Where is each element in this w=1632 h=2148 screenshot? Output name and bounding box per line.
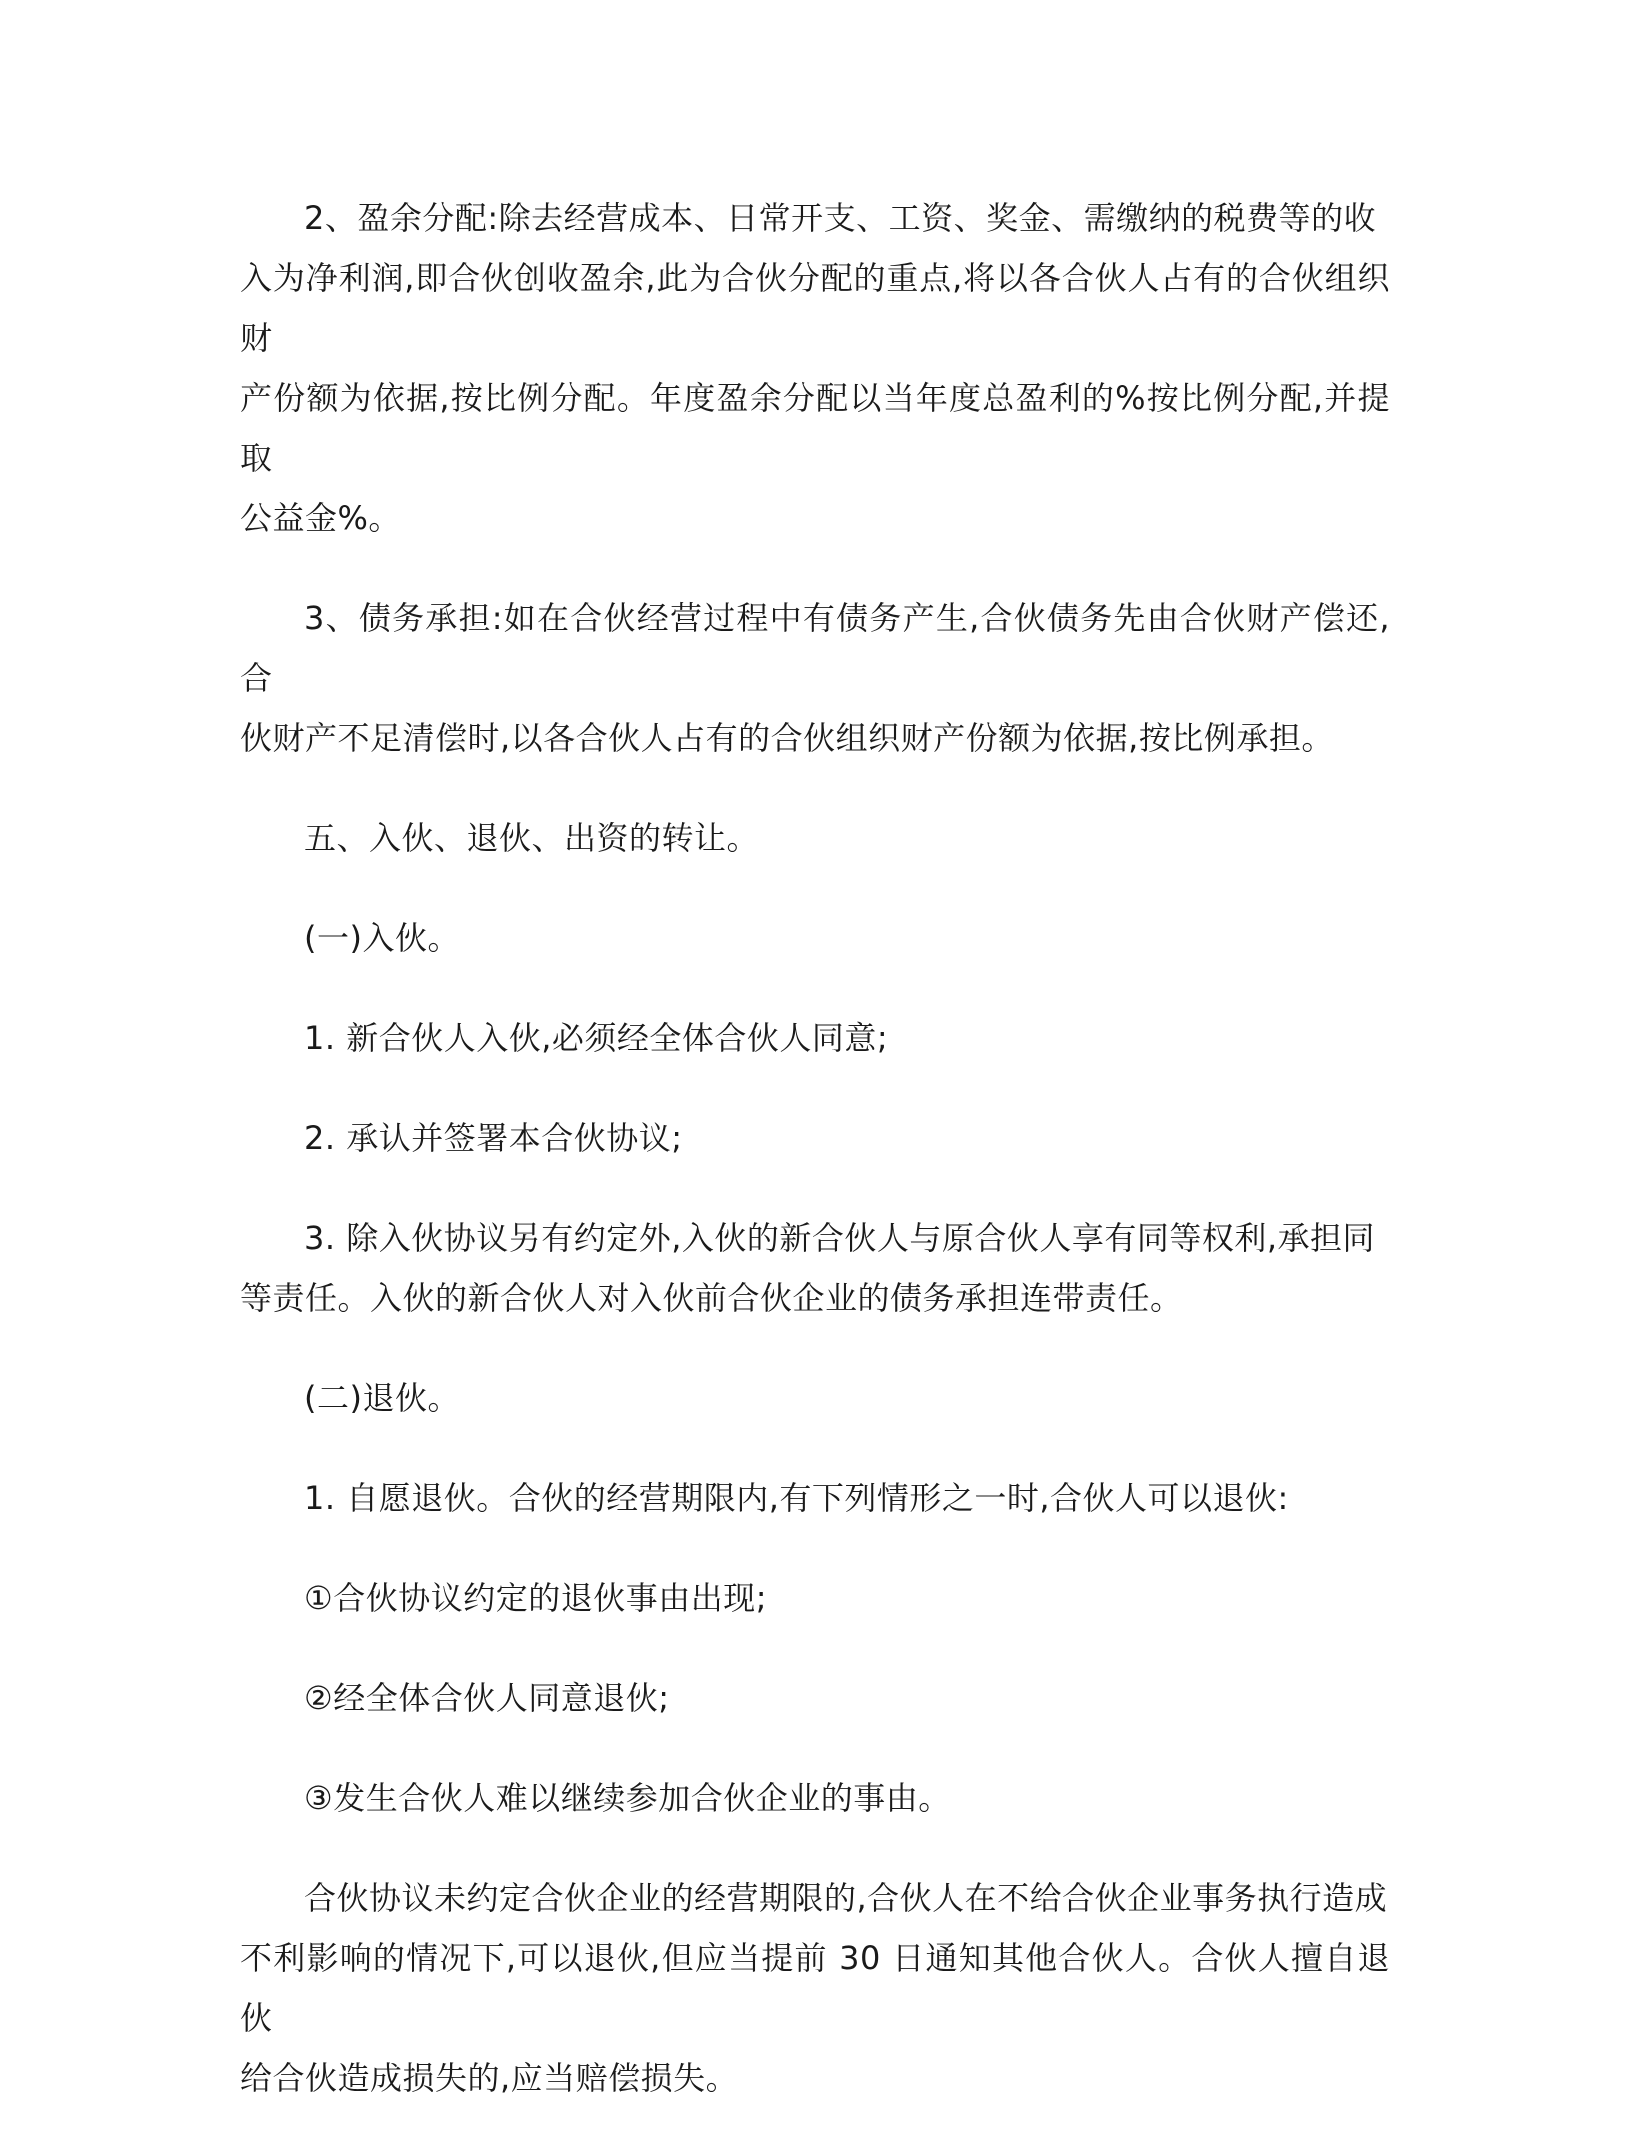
text-line: 入为净利润,即合伙创收盈余,此为合伙分配的重点,将以各合伙人占有的合伙组织财 (240, 259, 1390, 357)
list-item-join-1 (240, 1008, 1390, 1068)
subsection-heading-join (240, 908, 1390, 968)
text-line: 等责任。入伙的新合伙人对入伙前合伙企业的债务承担连带责任。 (240, 1279, 1183, 1317)
list-item-join-2 (240, 1108, 1390, 1168)
text-line: ②经全体合伙人同意退伙; (304, 1679, 670, 1717)
text-line: 产份额为依据,按比例分配。年度盈余分配以当年度总盈利的%按比例分配,并提取 (240, 379, 1390, 477)
document-body (240, 188, 1390, 2148)
list-item-exit-1 (240, 1468, 1390, 1528)
paragraph-debt-liability (240, 588, 1390, 768)
text-line: 3、债务承担:如在合伙经营过程中有债务产生,合伙债务先由合伙财产偿还,合 (240, 599, 1390, 697)
list-item-join-3 (240, 1208, 1390, 1328)
text-line: (二)退伙。 (304, 1379, 460, 1417)
list-item-exit-circle-2 (240, 1668, 1390, 1728)
text-line: 五、入伙、退伙、出资的转让。 (304, 819, 760, 857)
text-line: 1. 新合伙人入伙,必须经全体合伙人同意; (304, 1019, 889, 1057)
text-line: ③发生合伙人难以继续参加合伙企业的事由。 (304, 1779, 951, 1817)
list-item-exit-circle-1 (240, 1568, 1390, 1628)
text-line: 3. 除入伙协议另有约定外,入伙的新合伙人与原合伙人享有同等权利,承担同 (304, 1219, 1376, 1257)
text-line: 合伙协议未约定合伙企业的经营期限的,合伙人在不给合伙企业事务执行造成 (304, 1879, 1388, 1917)
text-line: 1. 自愿退伙。合伙的经营期限内,有下列情形之一时,合伙人可以退伙: (304, 1479, 1289, 1517)
text-line: ①合伙协议约定的退伙事由出现; (304, 1579, 767, 1617)
text-line: 伙财产不足清偿时,以各合伙人占有的合伙组织财产份额为依据,按比例承担。 (240, 719, 1334, 757)
section-heading-join-exit-transfer (240, 808, 1390, 868)
list-item-exit-circle-3 (240, 1768, 1390, 1828)
text-line: (一)入伙。 (304, 919, 460, 957)
text-line: 不利影响的情况下,可以退伙,但应当提前 30 日通知其他合伙人。合伙人擅自退伙 (240, 1939, 1390, 2037)
paragraph-surplus-distribution (240, 188, 1390, 548)
subsection-heading-exit (240, 1368, 1390, 1428)
text-line: 2. 承认并签署本合伙协议; (304, 1119, 683, 1157)
paragraph-exit-notice (240, 1868, 1390, 2108)
text-line: 公益金%。 (240, 499, 401, 537)
text-line: 2、盈余分配:除去经营成本、日常开支、工资、奖金、需缴纳的税费等的收 (304, 199, 1377, 237)
text-line: 给合伙造成损失的,应当赔偿损失。 (240, 2059, 739, 2097)
